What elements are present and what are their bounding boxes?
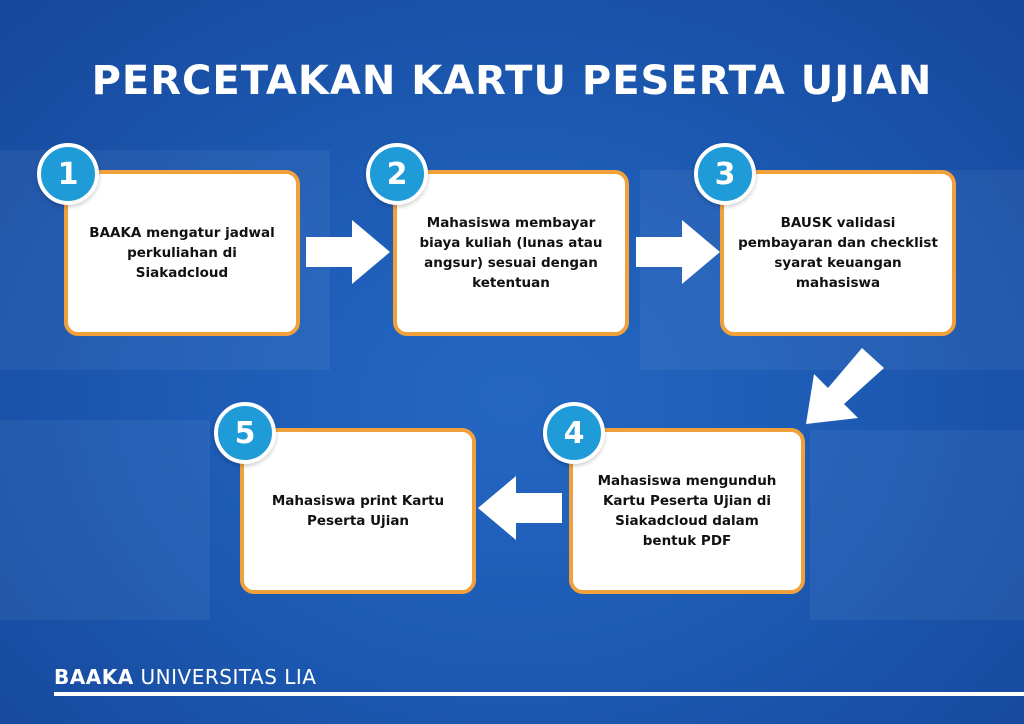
diagonal-arrow-icon [800,346,886,426]
footer-divider [54,692,1024,696]
footer-org: UNIVERSITAS LIA [140,665,317,689]
footer-label [54,665,316,689]
step-text: BAAKA mengatur jadwal perkuliahan di Siakadcloud [89,225,275,281]
footer-brand: BAAKA [54,665,134,689]
step-number-badge: 5 [214,402,276,464]
left-arrow-icon [478,476,562,540]
step-card-5 [240,428,476,594]
page-title: PERCETAKAN KARTU PESERTA UJIAN [91,58,933,104]
step-text: Mahasiswa mengunduh Kartu Peserta Ujian di Siakadcloud dalam bentuk PDF [597,473,777,549]
step-card-2 [393,170,629,336]
step-text: BAUSK validasi pembayaran dan checklist syarat keuangan mahasiswa [738,215,938,291]
right-arrow-icon [306,220,390,284]
step-card-3 [720,170,956,336]
background-shape [810,430,1024,620]
step-number-badge: 3 [694,143,756,205]
step-number-badge: 2 [366,143,428,205]
right-arrow-icon [636,220,720,284]
step-card-1 [64,170,300,336]
background-shape [0,420,210,620]
step-text: Mahasiswa membayar biaya kuliah (lunas atau angsur) sesuai dengan ketentuan [419,215,603,291]
step-text: Mahasiswa print Kartu Peserta Ujian [271,493,445,529]
step-number-badge: 1 [37,143,99,205]
step-card-4 [569,428,805,594]
step-number-badge: 4 [543,402,605,464]
